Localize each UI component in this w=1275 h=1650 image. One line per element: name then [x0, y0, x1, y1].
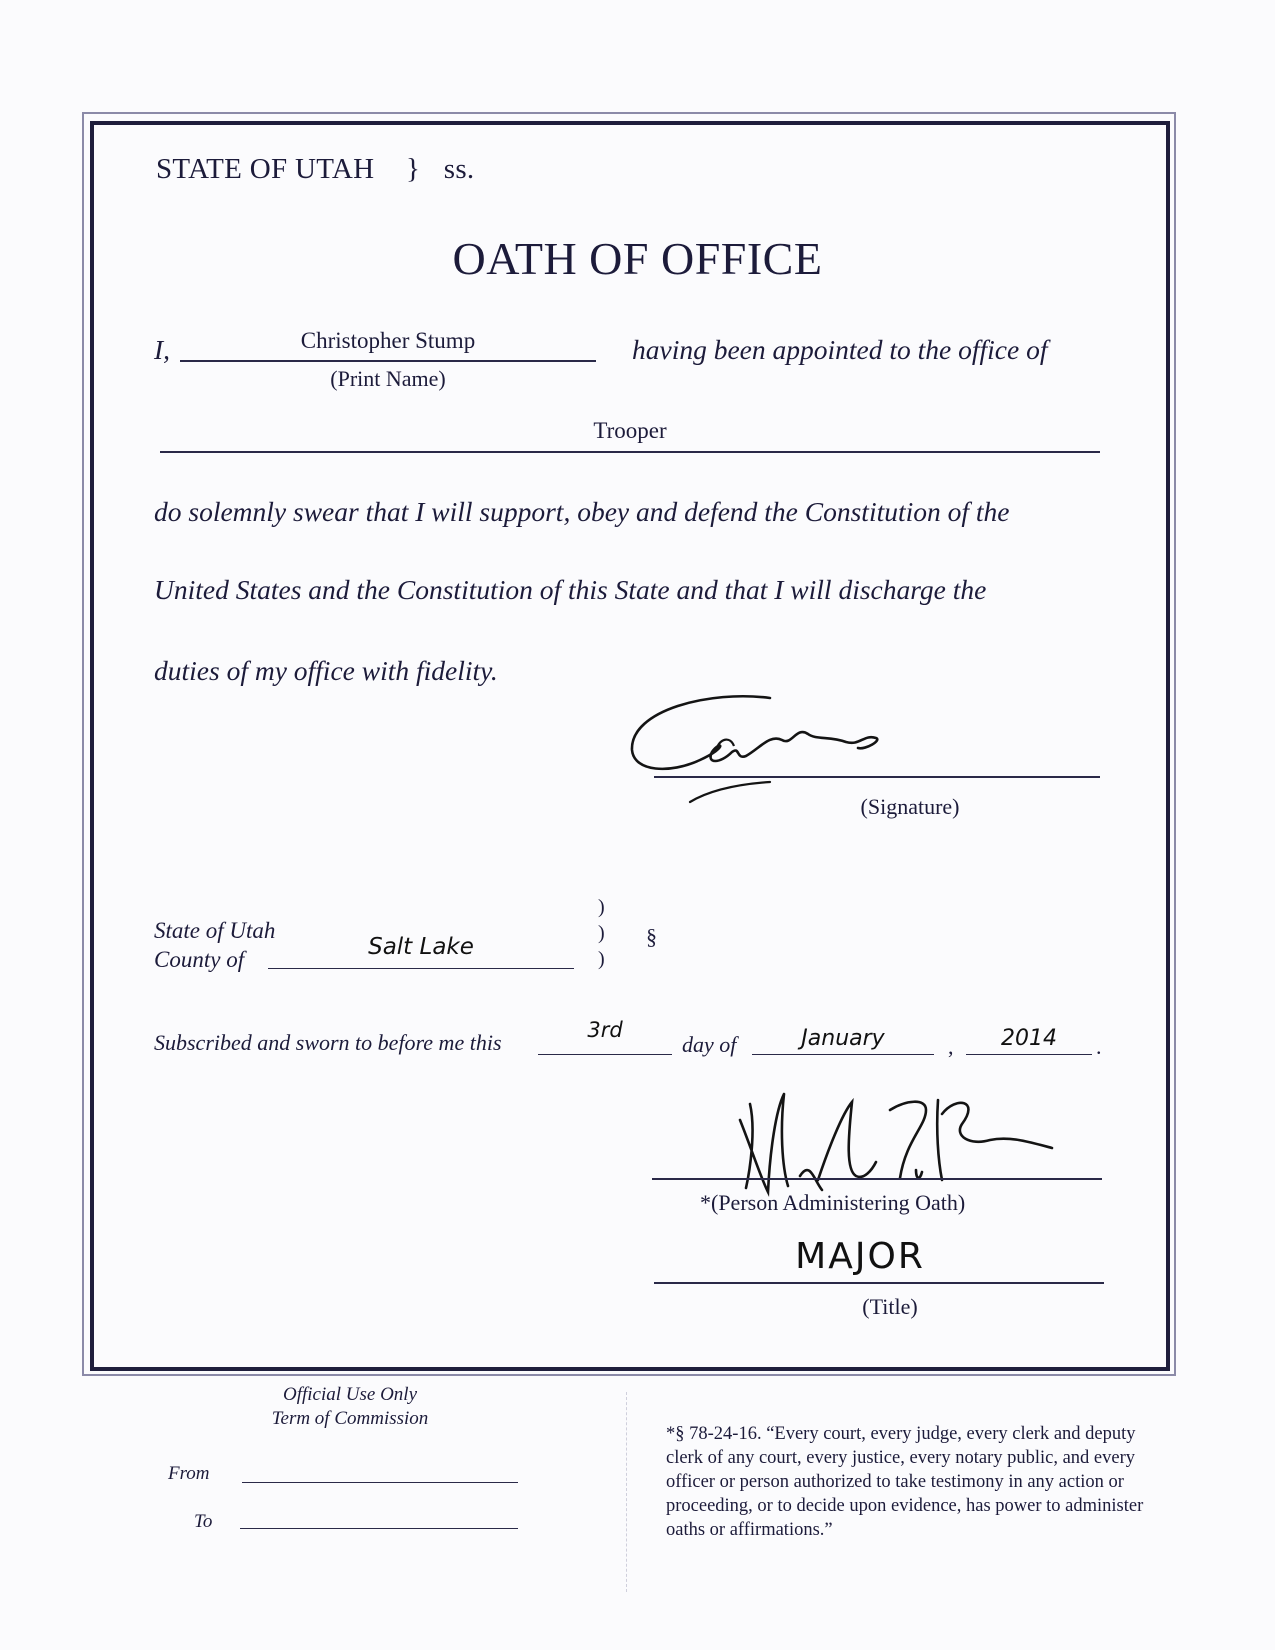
subscribed-prefix: Subscribed and sworn to before me this: [154, 1030, 502, 1055]
office-line: [160, 451, 1100, 453]
section-divider: [626, 1392, 627, 1592]
administrator-line: [652, 1178, 1102, 1180]
administrator-signature: [730, 1080, 1070, 1200]
brace-symbol: }: [405, 153, 421, 185]
state-heading: [156, 153, 474, 186]
to-line: [240, 1528, 518, 1529]
appointment-prefix: I,: [154, 334, 171, 365]
venue-paren-1: ): [598, 896, 605, 918]
oath-line-3: duties of my office with fidelity.: [154, 655, 498, 686]
from-line: [242, 1482, 518, 1483]
oath-line-1: do solemnly swear that I will support, obey and defend the Constitution of the: [154, 496, 1010, 527]
year-value: 2014: [1001, 1026, 1057, 1051]
month-value: January: [801, 1026, 885, 1051]
county-value: Salt Lake: [368, 934, 474, 960]
signature-line: [654, 776, 1100, 778]
from-label: From: [168, 1463, 210, 1484]
office-value: Trooper: [593, 418, 667, 443]
date-period: .: [1096, 1034, 1102, 1059]
print-name-line: [180, 360, 596, 362]
county-line: [268, 968, 574, 969]
day-line: [538, 1054, 672, 1055]
day-value: 3rd: [587, 1018, 623, 1042]
admin-title-label: (Title): [862, 1294, 918, 1319]
administrator-label: *(Person Administering Oath): [700, 1190, 966, 1215]
venue-county-label: County of: [154, 947, 245, 972]
appointment-suffix: having been appointed to the office of: [632, 334, 1048, 365]
oath-line-2: United States and the Constitution of this State and that I will discharge the: [154, 574, 987, 605]
signature-label: (Signature): [860, 794, 960, 819]
day-of-label: day of: [682, 1032, 737, 1057]
venue-paren-3: ): [598, 948, 605, 970]
month-line: [752, 1054, 934, 1055]
state-of-utah-text: STATE OF UTAH: [156, 153, 375, 185]
statute-text: *§ 78-24-16. “Every court, every judge, every clerk and deputy clerk of any court, every justice, every notary public, and every officer or person authorized to take testimony in any action or proceeding, or to decide upon evidence, has power to administer oaths or affirmations.”: [666, 1424, 1144, 1540]
print-name-value: Christopher Stump: [300, 328, 476, 353]
admin-title-line: [654, 1282, 1104, 1284]
to-label: To: [194, 1511, 213, 1532]
year-line: [966, 1054, 1092, 1055]
admin-title-value: MAJOR: [795, 1236, 925, 1277]
ss-text: ss.: [443, 153, 475, 185]
section-symbol: §: [646, 924, 657, 949]
official-use-subheading: Term of Commission: [271, 1408, 429, 1429]
venue-state-label: State of Utah: [154, 918, 276, 943]
page-title: OATH OF OFFICE: [452, 233, 823, 284]
date-comma: ,: [948, 1034, 954, 1059]
official-use-heading: Official Use Only: [282, 1384, 418, 1405]
print-name-label: (Print Name): [330, 366, 446, 391]
venue-paren-2: ): [598, 922, 605, 944]
